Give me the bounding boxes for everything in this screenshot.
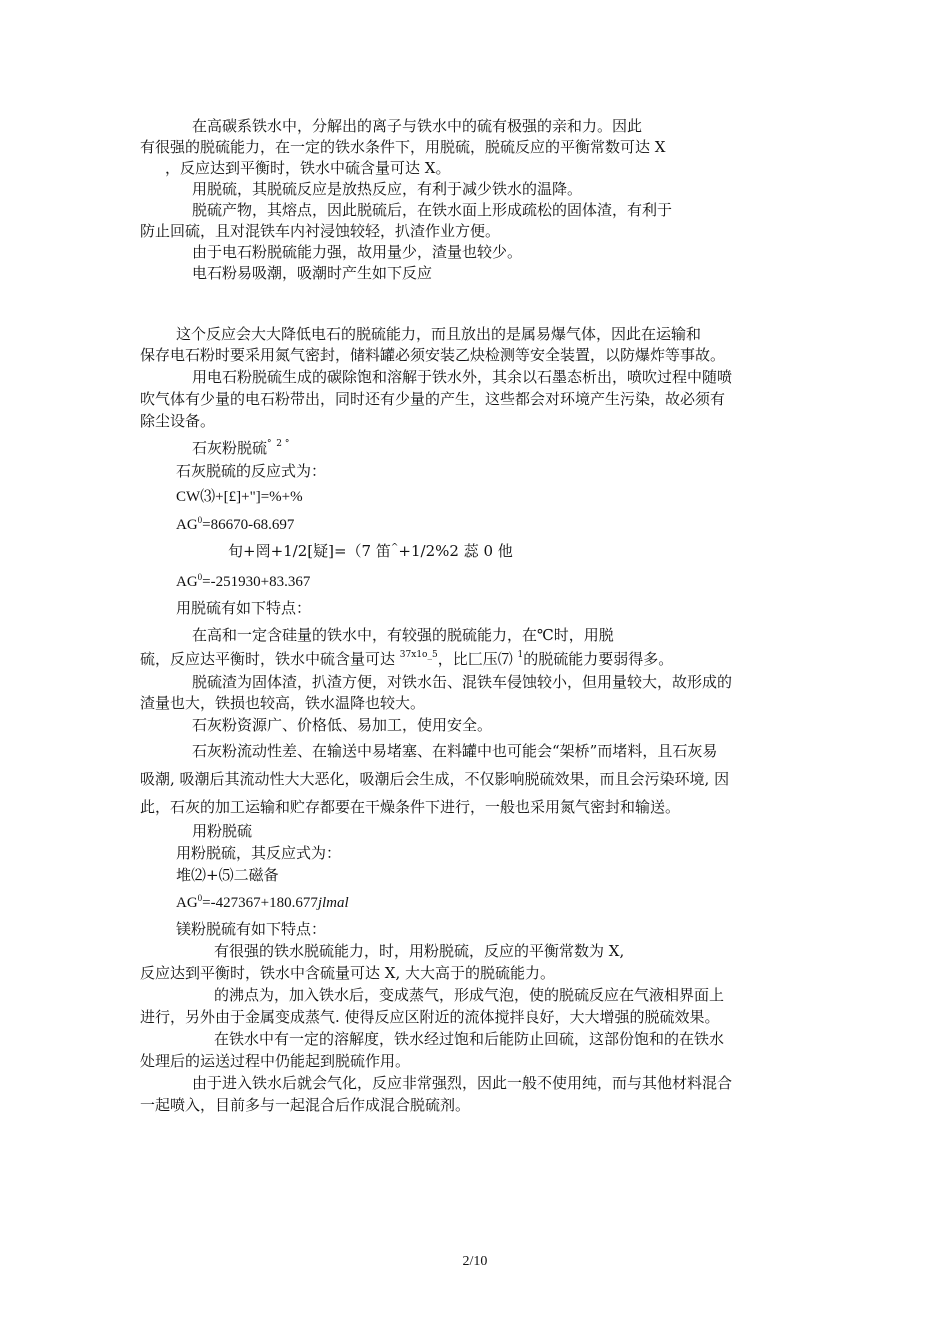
text-line: 的沸点为，加入铁水后，变成蒸气，形成气泡，使的脱硫反应在气液相界面上: [214, 986, 725, 1004]
text-line: 镁粉脱硫有如下特点：: [176, 920, 327, 938]
text-line: 用脱硫，其脱硫反应是放热反应，有利于减少铁水的温降。: [192, 180, 583, 198]
text-line: 处理后的运送过程中仍能起到脱硫作用。: [140, 1052, 411, 1070]
text-line: 进行，另外由于金属变成蒸气. 使得反应区附近的流体搅拌良好，大大增强的脱硫效果。: [140, 1008, 720, 1026]
text-line: 由于电石粉脱硫能力强，故用量少，渣量也较少。: [192, 243, 523, 261]
page-number: 2/10: [462, 1254, 488, 1269]
text-line: 渣量也大，铁损也较高，铁水温降也较大。: [140, 694, 426, 712]
text-line: 在铁水中有一定的溶解度，铁水经过饱和后能防止回硫，这部份饱和的在铁水: [214, 1030, 725, 1048]
text-line: 有很强的脱硫能力，在一定的铁水条件下，用脱硫，脱硫反应的平衡常数可达 X: [140, 138, 666, 156]
formula: $AG^0=-251930+83.367$: [176, 572, 311, 590]
text-line: 吸潮, 吸潮后其流动性大大恶化，吸潮后会生成，不仅影响脱硫效果，而且会污染环境, 因: [140, 770, 730, 788]
text-line: 用脱硫有如下特点：: [176, 599, 312, 617]
text-line: 电石粉易吸潮，吸潮时产生如下反应: [192, 264, 433, 282]
text-line: 硫，反应达平衡时，铁水中硫含量可达 $^{37x1o\_5}$，比匚压⑺ $^1$的脱硫能力要弱得多。: [140, 650, 674, 668]
text-line: 防止回硫，且对混铁车内衬浸蚀较轻，扒渣作业方便。: [140, 222, 501, 240]
formula: $AG^0=86670-68.697$: [176, 515, 295, 533]
text-line: 这个反应会大大降低电石的脱硫能力，而且放出的是属易爆气体，因此在运输和: [176, 325, 702, 343]
section-heading: 石灰粉脱硫° $^{2 ^\circ}$: [192, 439, 290, 457]
text-line: 脱硫渣为固体渣，扒渣方便，对铁水缶、混铁车侵蚀较小，但用量较大，故形成的: [192, 673, 733, 691]
text-line: 脱硫产物，其熔点，因此脱硫后，在铁水面上形成疏松的固体渣，有利于: [192, 201, 673, 219]
text-line: 用电石粉脱硫生成的碳除饱和溶解于铁水外，其余以石墨态析出，喷吹过程中随喷: [192, 368, 733, 386]
formula: 堆⑵+⑸二磁备: [176, 866, 279, 884]
formula: 旬+罔+1/2[疑]=（7 笛^+1/2%2 蕊 0 他: [228, 542, 513, 560]
text-line: ，反应达到平衡时，铁水中硫含量可达 X。: [165, 159, 451, 177]
text-line: 此，石灰的加工运输和贮存都要在干燥条件下进行，一般也采用氮气密封和输送。: [140, 798, 681, 816]
text-line: 吹气体有少量的电石粉带出，同时还有少量的产生，这些都会对环境产生污染，故必须有: [140, 390, 726, 408]
text-line: 石灰粉流动性差、在输送中易堵塞、在料罐中也可能会“架桥”而堵料，且石灰易: [192, 742, 718, 760]
text-line: 除尘设备。: [140, 412, 216, 430]
formula: $AG^0=-427367+180.677jlmal$: [176, 893, 349, 911]
text-line: 在高碳系铁水中，分解出的离子与铁水中的硫有极强的亲和力。因此: [192, 117, 643, 135]
text-line: 反应达到平衡时，铁水中含硫量可达 X, 大大高于的脱硫能力。: [140, 964, 555, 982]
text-line: 石灰粉资源广、价格低、易加工，使用安全。: [192, 716, 493, 734]
formula: CW⑶+[£]+"]=%+%: [176, 489, 303, 505]
text-line: 保存电石粉时要采用氮气密封，储料罐必须安装乙炔检测等安全装置，以防爆炸等事故。: [140, 346, 726, 364]
text-line: 一起喷入，目前多与一起混合后作成混合脱硫剂。: [140, 1096, 471, 1114]
text-line: 用粉脱硫，其反应式为：: [176, 844, 342, 862]
text-line: 石灰脱硫的反应式为：: [176, 462, 327, 480]
section-heading: 用粉脱硫: [192, 822, 253, 840]
text-line: 有很强的铁水脱硫能力，时，用粉脱硫，反应的平衡常数为 X,: [214, 942, 625, 960]
text-line: 由于进入铁水后就会气化，反应非常强烈，因此一般不使用纯，而与其他材料混合: [192, 1074, 733, 1092]
text-line: 在高和一定含硅量的铁水中，有较强的脱硫能力，在℃时，用脱: [192, 626, 614, 644]
